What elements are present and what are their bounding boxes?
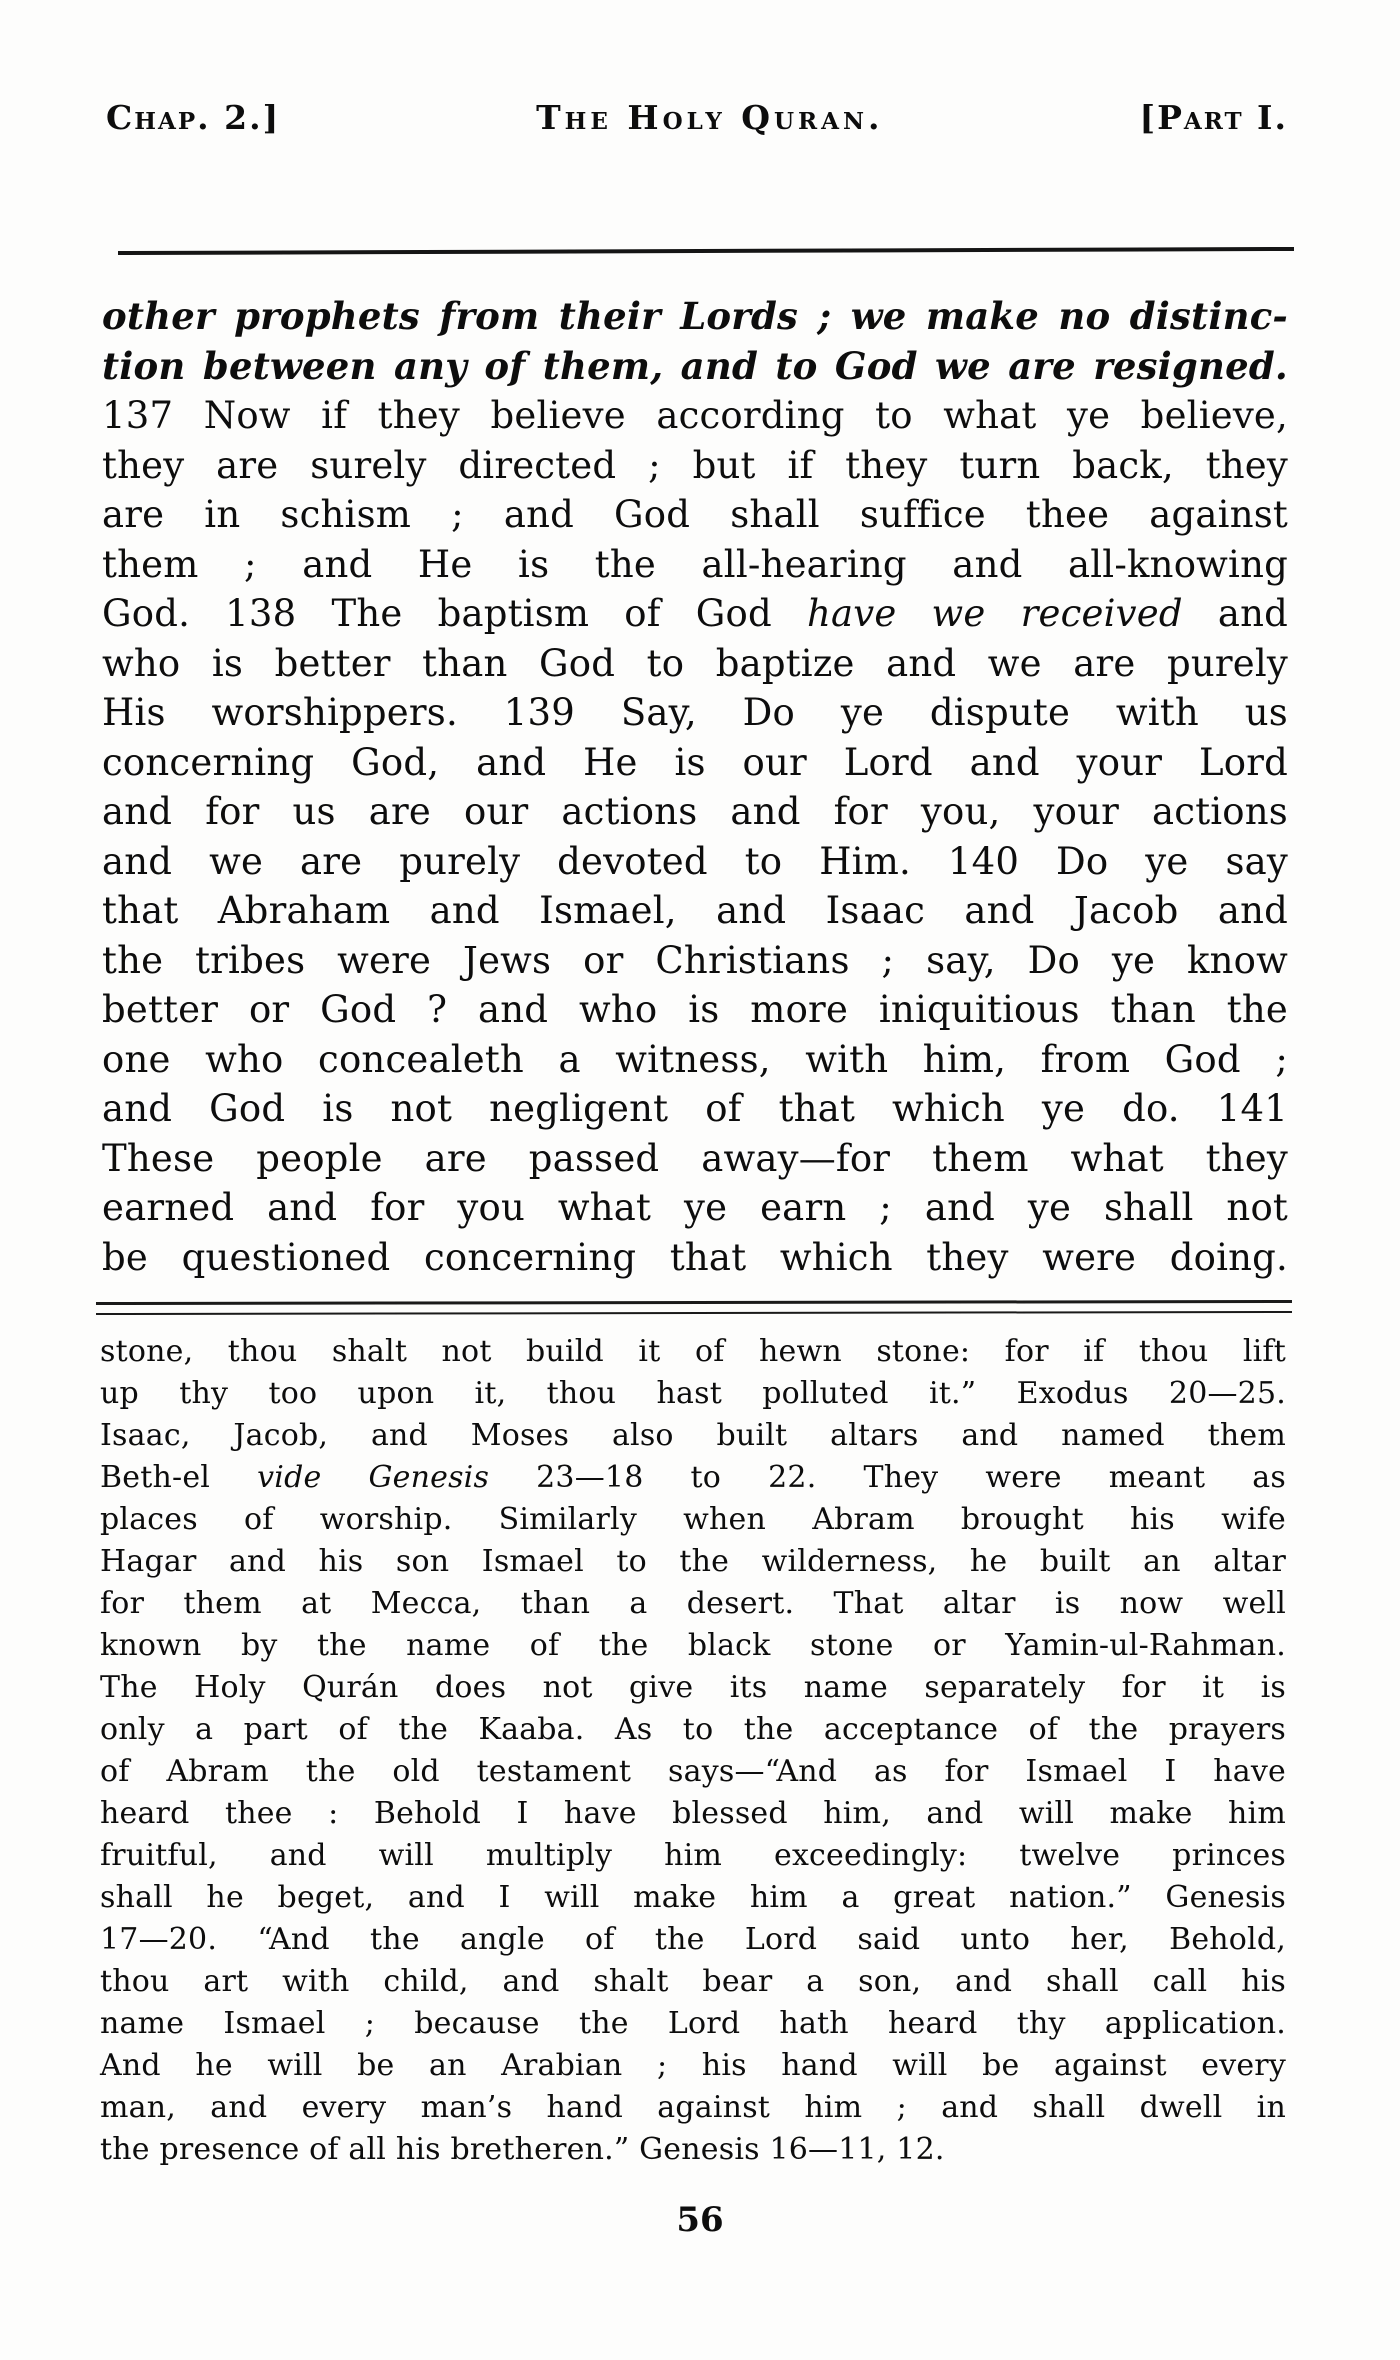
- footnote-line: stone, thou shalt not build it of hewn stone: for if thou lift: [100, 1334, 1286, 1369]
- part-label: [Part I.: [1139, 98, 1288, 137]
- footnote-line: name Ismael ; because the Lord hath heard thy application.: [100, 2006, 1286, 2041]
- verse-text-line: the tribes were Jews or Christians ; say, Do ye know: [102, 938, 1288, 982]
- verse-text-line: other prophets from their Lords ; we make no distinc-: [102, 294, 1288, 338]
- footnote-line: 17—20. “And the angle of the Lord said unto her, Behold,: [100, 1922, 1286, 1957]
- verse-text-line: These people are passed away—for them what they: [102, 1136, 1288, 1180]
- chapter-label: Chap. 2.]: [106, 98, 281, 137]
- footnote-line: The Holy Qurán does not give its name separately for it is: [100, 1670, 1286, 1705]
- verse-text-line: His worshippers. 139 Say, Do ye dispute with us: [102, 691, 1288, 734]
- verse-text-line: and God is not negligent of that which ye do. 141: [102, 1087, 1288, 1130]
- footnote-line: heard thee : Behold I have blessed him, and will make him: [100, 1796, 1286, 1831]
- footnote-line: And he will be an Arabian ; his hand will be against every: [100, 2048, 1286, 2083]
- footnote-line: Isaac, Jacob, and Moses also built altars and named them: [100, 1418, 1286, 1453]
- footnote-line: Beth-el vide Genesis 23—18 to 22. They were meant as: [100, 1460, 1286, 1495]
- footnote-line: of Abram the old testament says—“And as for Ismael I have: [100, 1754, 1286, 1789]
- verse-text-line: they are surely directed ; but if they turn back, they: [102, 443, 1288, 487]
- footnote-line: places of worship. Similarly when Abram brought his wife: [100, 1502, 1286, 1537]
- verse-text-line: that Abraham and Ismael, and Isaac and Jacob and: [102, 889, 1288, 932]
- verse-text-line: better or God ? and who is more iniquitious than the: [102, 988, 1288, 1031]
- page-number: 56: [676, 2200, 724, 2240]
- footnote-line: man, and every man’s hand against him ; and shall dwell in: [100, 2090, 1286, 2125]
- verse-text-line: earned and for you what ye earn ; and ye shall not: [102, 1186, 1288, 1229]
- page-header: [106, 98, 1288, 137]
- verse-text-block: [102, 292, 1288, 1282]
- footnote-line: up thy too upon it, thou hast polluted it.” Exodus 20—25.: [100, 1376, 1286, 1411]
- footnote-line: only a part of the Kaaba. As to the acceptance of the prayers: [100, 1712, 1286, 1747]
- footnote-line: known by the name of the black stone or Yamin-ul-Rahman.: [100, 1628, 1286, 1663]
- footnote-divider-rule: [96, 1300, 1292, 1315]
- verse-text-line: them ; and He is the all-hearing and all-knowing: [102, 542, 1288, 586]
- verse-text-line: God. 138 The baptism of God have we received and: [102, 592, 1289, 635]
- footnote-line: thou art with child, and shalt bear a son, and shall call his: [100, 1964, 1286, 1999]
- footnote-line: fruitful, and will multiply him exceedingly: twelve princes: [100, 1838, 1286, 1873]
- verse-text-line: are in schism ; and God shall suffice thee against: [102, 493, 1288, 536]
- verse-text-line: 137 Now if they believe according to what ye believe,: [102, 394, 1288, 437]
- footnote-line: shall he beget, and I will make him a great nation.” Genesis: [100, 1880, 1286, 1915]
- verse-text-line: who is better than God to baptize and we are purely: [102, 641, 1288, 685]
- verse-text-line: one who concealeth a witness, with him, from God ;: [102, 1037, 1288, 1081]
- header-rule: [118, 247, 1294, 255]
- footnote-line: Hagar and his son Ismael to the wilderness, he built an altar: [100, 1544, 1286, 1579]
- verse-text-line: and for us are our actions and for you, your actions: [102, 790, 1288, 833]
- verse-text-line: concerning God, and He is our Lord and your Lord: [102, 740, 1288, 784]
- footnote-line: for them at Mecca, than a desert. That altar is now well: [100, 1586, 1286, 1621]
- footnote-block: [100, 1331, 1286, 2171]
- verse-text-line: tion between any of them, and to God we are resigned.: [102, 343, 1288, 388]
- verse-text-line: and we are purely devoted to Him. 140 Do ye say: [102, 839, 1288, 883]
- footnote-line: the presence of all his bretheren.” Genesis 16—11, 12.: [100, 2132, 945, 2167]
- verse-text-line: be questioned concerning that which they were doing.: [102, 1235, 1288, 1279]
- book-title: The Holy Quran.: [536, 98, 884, 137]
